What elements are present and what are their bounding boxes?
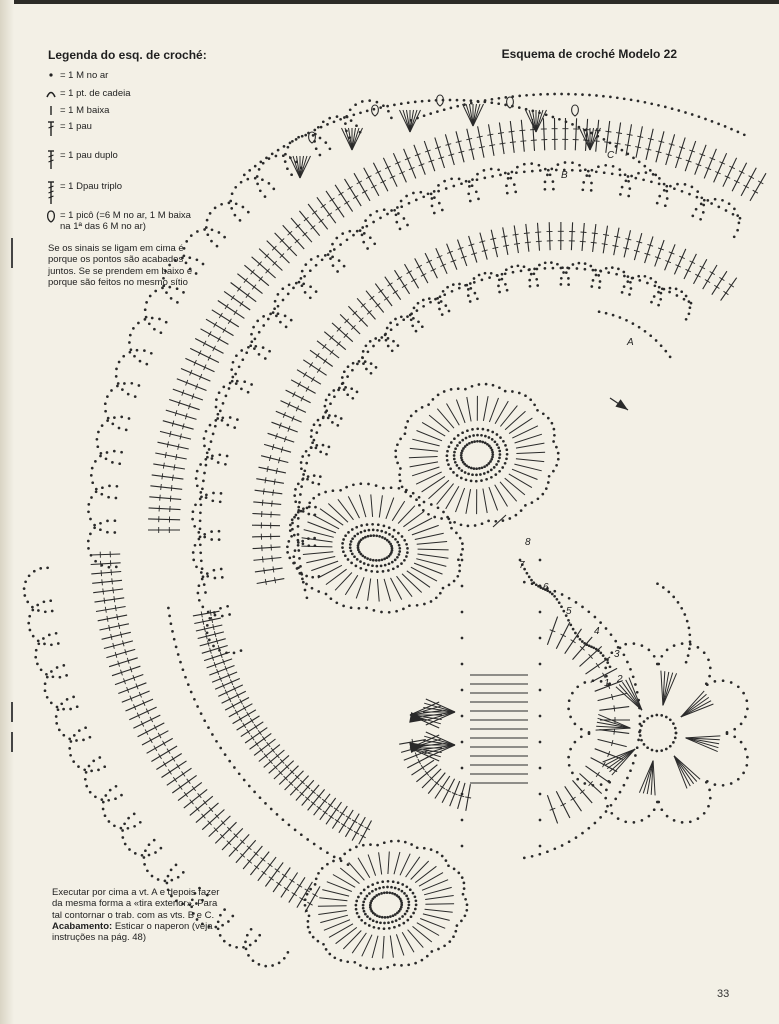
legend-item-label: = 1 pt. de cadeia — [60, 88, 131, 99]
page-number: 33 — [717, 988, 730, 1000]
scheme-title: Esquema de croché Modelo 22 — [501, 47, 677, 61]
diagram-label-6: 6 — [543, 582, 549, 593]
arc-icon — [42, 88, 60, 98]
legend-item-chain — [42, 70, 108, 81]
diagram-label-7: 7 — [519, 560, 525, 571]
picot-icon — [42, 210, 60, 223]
legend-item-triple-treble — [42, 181, 122, 205]
diagram-label-4: 4 — [594, 626, 600, 637]
diagram-label-3: 3 — [614, 649, 620, 660]
instructions — [52, 887, 222, 943]
finish-label: Acabamento: — [52, 920, 113, 932]
legend-item-label: = 1 picô (=6 M no ar, 1 M baixa na 1ª das 6 M no ar) — [60, 210, 191, 232]
legend-item-label: = 1 pau duplo — [60, 150, 118, 161]
diagram-label-2: 2 — [617, 674, 623, 685]
diagram-label-c: C — [607, 150, 615, 161]
legend-item-label: = 1 M no ar — [60, 70, 109, 81]
legend-item-double-crochet — [42, 121, 92, 137]
diagram-label-b: B — [561, 170, 568, 181]
instructions-text: Executar por cima a vt. A e depois fazer da mesma forma a «tira exterior». Para tal contornar o trab. com as vts. B e C. — [52, 887, 220, 921]
legend-item-treble-crochet — [42, 150, 118, 170]
finish-text: Esticar o naperon (veja instruções na pág. 48) — [52, 920, 213, 944]
diagram-label-8: 8 — [525, 537, 531, 548]
triple-treble-icon — [42, 181, 60, 205]
diagram-label-5: 5 — [566, 606, 572, 617]
legend-note: Se os sinais se ligam em cima é porque os pontos são acabados juntos. Se se prendem em baixo é porque são feitos no mesmo sítio — [48, 243, 193, 288]
single-crochet-icon — [42, 105, 60, 116]
diagram-label-a: A — [627, 337, 634, 348]
legend-item-label: = 1 M baixa — [60, 105, 110, 116]
legend-title: Legenda do esq. de croché: — [48, 48, 207, 62]
legend-item-label: = 1 pau — [60, 121, 92, 132]
legend-item-single-crochet — [42, 105, 109, 116]
dot-icon — [42, 70, 60, 80]
double-crochet-icon — [42, 121, 60, 137]
legend-item-label: = 1 Dpau triplo — [60, 181, 123, 192]
legend-item-slip-stitch — [42, 88, 131, 99]
legend-item-picot — [42, 210, 191, 232]
diagram-label-1: 1 — [604, 678, 610, 689]
treble-crochet-icon — [42, 150, 60, 170]
